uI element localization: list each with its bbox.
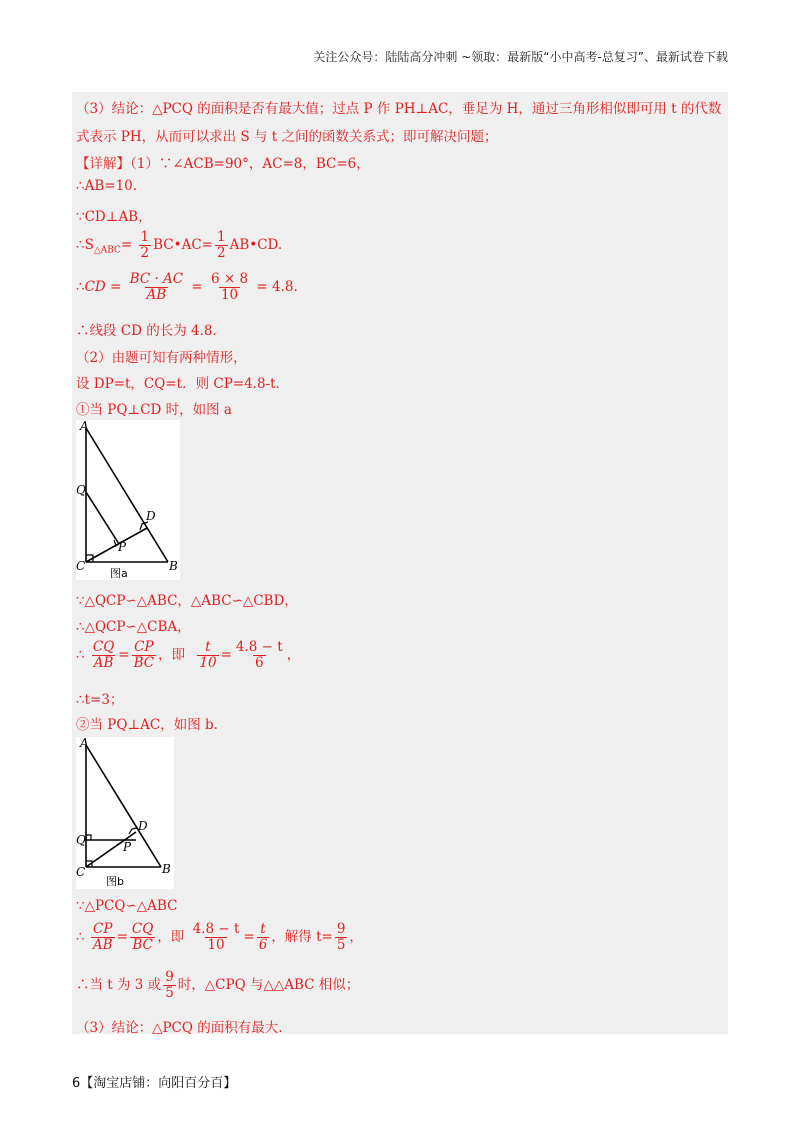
- fraction: [335, 922, 348, 953]
- text-span: =: [105, 279, 126, 295]
- fraction-denominator: AB: [93, 655, 114, 671]
- label-q: Q: [76, 483, 86, 497]
- fraction: [91, 922, 115, 953]
- figure-b-diagram: [76, 737, 174, 889]
- text-span: （1）∵∠ACB=90°，AC=8，BC=6，: [130, 156, 370, 172]
- text-span: ，: [349, 929, 363, 945]
- fraction-denominator: 10: [220, 287, 239, 303]
- text-line: ∴t=3；: [76, 692, 124, 708]
- text-span: ，: [286, 647, 301, 663]
- fraction-denominator: 10: [199, 655, 217, 671]
- text-line: ∴线段 CD 的长为 4.8.: [76, 323, 217, 339]
- text-line: ∵△QCP∽△ABC，△ABC∽△CBD，: [76, 593, 298, 609]
- formula-similar-b: ∴ $\frac{CP}{AB}$ = $\frac{CQ}{BC}$ ，即 $\frac{4.8 - t}{10}$ = $\frac{t}{6}$ ，解得 t= $\frac{9}{5}$ ，: [76, 921, 363, 953]
- fraction-numerator: 6 × 8: [211, 271, 249, 287]
- fraction: [209, 272, 250, 303]
- text-line: （3）结论：△PCQ 的面积有最大.: [76, 1020, 283, 1036]
- fraction: [91, 640, 116, 671]
- fraction-denominator: 5: [336, 937, 346, 953]
- figure-b-caption: 图b: [106, 875, 124, 888]
- text-span: ∴当 t 为 3 或: [76, 977, 162, 993]
- label-a: A: [80, 420, 89, 433]
- label-c: C: [76, 559, 86, 573]
- fraction-denominator: 5: [165, 985, 174, 1001]
- label-p: P: [123, 840, 132, 854]
- text-line: ∴AB=10.: [76, 178, 138, 194]
- fraction: [128, 272, 185, 303]
- fraction: [191, 922, 242, 953]
- text-span: ∴: [76, 647, 85, 663]
- fraction-numerator: 4.8 − t: [192, 921, 240, 937]
- fraction-denominator: BC: [132, 937, 153, 953]
- figure-b: [76, 737, 174, 889]
- figure-a-diagram: [76, 420, 180, 580]
- text-span: ∴: [76, 929, 85, 945]
- fraction-half: [139, 230, 152, 261]
- text-span: ，解得 t=: [271, 929, 333, 945]
- label-b: B: [169, 559, 178, 573]
- formula-area: [76, 230, 282, 261]
- fraction-denominator: 10: [207, 937, 225, 953]
- text-span: ∴S: [76, 237, 94, 253]
- page-footer: [72, 1072, 236, 1091]
- fraction: [132, 640, 157, 671]
- formula-cd: [76, 272, 298, 303]
- figure-a-caption: 图a: [110, 567, 128, 580]
- fraction-denominator: BC: [133, 655, 155, 671]
- fraction-numerator: CP: [134, 639, 154, 655]
- text-span: BC•AC=: [153, 237, 213, 253]
- fraction-numerator: 9: [165, 969, 174, 985]
- text-line: 式表示 PH，从而可以求出 S 与 t 之间的函数关系式；即可解决问题；: [76, 129, 498, 145]
- fraction-half: [215, 230, 228, 261]
- fraction-denominator: AB: [146, 287, 167, 303]
- fraction-numerator: CQ: [92, 639, 115, 655]
- formula-similar-a: ∴ $\frac{CQ}{AB}$ = $\frac{CP}{BC}$ ，即 $\frac{t}{10}$ = $\frac{4.8 - t}{6}$ ，: [76, 639, 301, 671]
- fraction-numerator: 9: [336, 921, 346, 937]
- text-line: （2）由题可知有两种情形，: [76, 350, 247, 366]
- text-line: [76, 152, 370, 172]
- fraction-denominator: 2: [140, 245, 150, 261]
- label-b: B: [162, 862, 171, 876]
- fraction-numerator: 4.8 − t: [235, 639, 283, 655]
- fraction-numerator: 1: [217, 229, 226, 245]
- fraction-numerator: t: [260, 921, 266, 937]
- label-a: A: [80, 737, 89, 750]
- text-span: = 4.8.: [252, 279, 298, 295]
- fraction-denominator: 2: [217, 245, 226, 261]
- fraction-denominator: 6: [258, 937, 268, 953]
- text-line: （3）结论：△PCQ 的面积是否有最大值；过点 P 作 PH⊥AC，垂足为 H，通过三角形相似即可用 t 的代数: [76, 101, 722, 117]
- fraction: [197, 640, 218, 671]
- fraction-numerator: CP: [93, 921, 113, 937]
- label-d: D: [138, 819, 148, 833]
- text-line: ∵CD⊥AB，: [76, 209, 152, 225]
- text-span: 时，△CPQ 与△△ABC 相似；: [177, 977, 360, 993]
- text-line: 设 DP=t，CQ=t．则 CP=4.8-t.: [76, 376, 280, 392]
- conclusion-line: [76, 970, 359, 1001]
- fraction: [257, 922, 270, 953]
- fraction-denominator: AB: [92, 937, 113, 953]
- text-line: ∴△QCP∽△CBA，: [76, 619, 191, 635]
- label-p: P: [118, 540, 127, 554]
- shop-label: 【淘宝店铺：向阳百分百】: [80, 1076, 237, 1091]
- fraction: [234, 640, 285, 671]
- label-d: D: [146, 509, 156, 523]
- text-span: ，即: [158, 647, 186, 663]
- text-span: ∴: [76, 279, 85, 295]
- text-line: ①当 PQ⊥CD 时，如图 a: [76, 402, 232, 418]
- label-q: Q: [76, 833, 86, 847]
- text-line: ②当 PQ⊥AC，如图 b.: [76, 717, 218, 733]
- fraction-numerator: BC · AC: [129, 271, 184, 287]
- detail-tag: 【详解】: [76, 156, 130, 172]
- variable: CD: [84, 279, 106, 295]
- text-span: ，即: [157, 929, 185, 945]
- text-line: ∵△PCQ∽△ABC: [76, 898, 178, 914]
- text-span: =: [187, 279, 208, 295]
- fraction: [130, 922, 155, 953]
- subscript: △ABC: [93, 245, 121, 256]
- fraction-denominator: 6: [255, 655, 264, 671]
- page-number: 6: [72, 1076, 81, 1091]
- label-c: C: [76, 865, 86, 879]
- text-span: AB•CD.: [229, 237, 283, 253]
- page-header: 关注公众号：陆陆高分冲刺 ~领取：最新版“小中高考-总复习”、最新试卷下载: [313, 50, 728, 64]
- fraction-numerator: t: [205, 639, 211, 655]
- text-span: =: [120, 237, 133, 253]
- fraction: [163, 970, 176, 1001]
- fraction-numerator: 1: [140, 229, 150, 245]
- figure-a: [76, 420, 180, 580]
- fraction-numerator: CQ: [131, 921, 154, 937]
